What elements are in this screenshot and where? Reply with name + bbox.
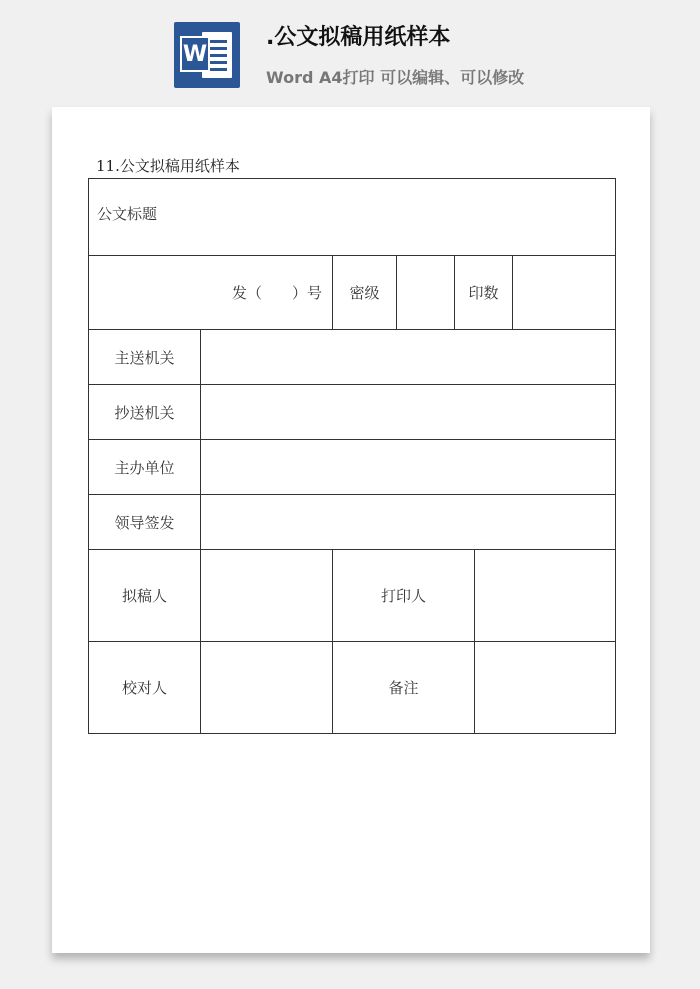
lingdao-label-cell <box>89 495 201 550</box>
nigao-label: 拟稿人 <box>121 587 167 605</box>
header <box>0 0 700 105</box>
jiaodui-label: 校对人 <box>121 679 167 697</box>
lingdao-value-cell[interactable] <box>201 495 616 550</box>
nigao-value-cell[interactable] <box>201 550 333 642</box>
zhuban-label: 主办单位 <box>114 458 175 477</box>
title-cell <box>89 179 616 256</box>
dayin-label: 打印人 <box>380 587 426 605</box>
page-subtitle: Word A4打印 可以编辑、可以修改 <box>266 68 525 87</box>
fa-hao-label: 发（ ）号 <box>231 284 322 302</box>
yinshu-value-cell[interactable] <box>513 256 616 330</box>
beizhu-label-cell <box>333 642 475 734</box>
chaosong-label-cell <box>89 385 201 440</box>
dayin-label-cell <box>333 550 475 642</box>
zhusong-label: 主送机关 <box>114 348 175 367</box>
word-letter-icon: W <box>180 36 210 72</box>
draft-form-table <box>88 178 616 734</box>
title-label: 公文标题 <box>97 205 158 223</box>
miji-label-cell <box>333 256 397 330</box>
miji-label: 密级 <box>349 284 380 302</box>
yinshu-label: 印数 <box>468 284 499 302</box>
chaosong-value-cell[interactable] <box>201 385 616 440</box>
jiaodui-value-cell[interactable] <box>201 642 333 734</box>
zhuban-value-cell[interactable] <box>201 440 616 495</box>
fa-hao-cell <box>89 256 333 330</box>
dayin-value-cell[interactable] <box>475 550 616 642</box>
zhusong-label-cell <box>89 330 201 385</box>
beizhu-value-cell[interactable] <box>475 642 616 734</box>
nigao-label-cell <box>89 550 201 642</box>
jiaodui-label-cell <box>89 642 201 734</box>
document-heading: 11.公文拟稿用纸样本 <box>96 157 240 175</box>
chaosong-label: 抄送机关 <box>114 403 175 422</box>
word-icon <box>174 22 240 88</box>
zhuban-label-cell <box>89 440 201 495</box>
yinshu-label-cell <box>455 256 513 330</box>
miji-value-cell[interactable] <box>397 256 455 330</box>
zhusong-value-cell[interactable] <box>201 330 616 385</box>
page-title: .公文拟稿用纸样本 <box>266 25 451 50</box>
lingdao-label: 领导签发 <box>114 513 175 532</box>
beizhu-label: 备注 <box>388 679 419 697</box>
document-page <box>52 107 650 953</box>
